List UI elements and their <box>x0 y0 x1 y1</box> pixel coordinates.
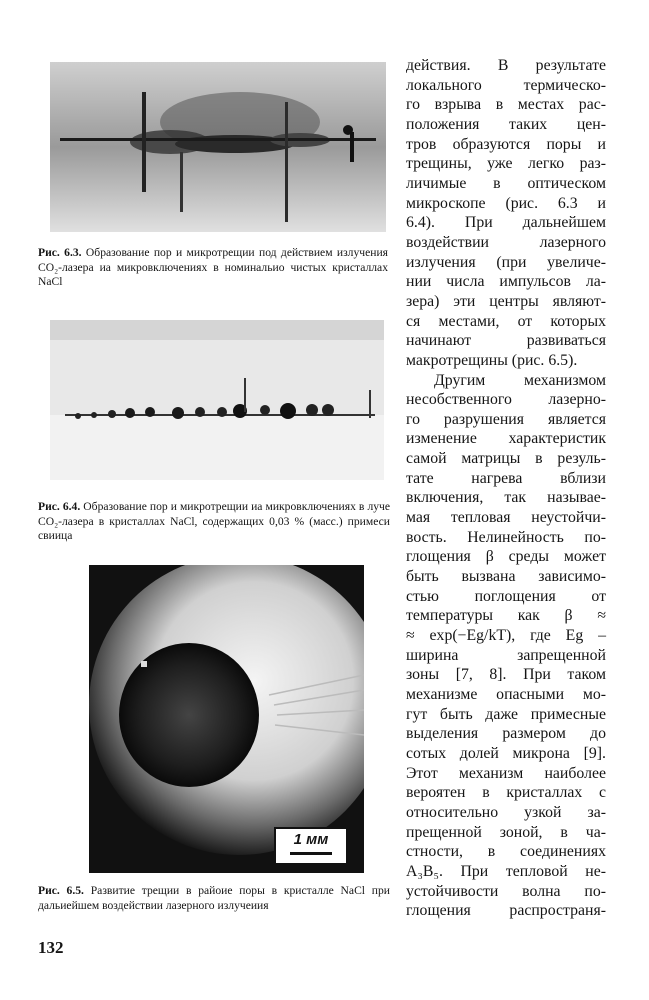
text-line: ся местами, от которых <box>406 312 606 330</box>
text-line: нии числа импульсов ла- <box>406 273 606 291</box>
text-line: микроскопе (рис. 6.3 и <box>406 194 606 212</box>
text-line: вость. Нелинейность по- <box>406 528 606 546</box>
text-line: включения, так называе- <box>406 489 606 507</box>
figure-6-5-caption-label: Рис. 6.5. <box>38 884 84 897</box>
figure-6-5-photo <box>89 565 364 873</box>
text-line: несобственного лазерно- <box>406 391 606 409</box>
text-line: гут быть даже примесные <box>406 705 606 723</box>
page-number: 132 <box>38 938 64 957</box>
text-line: действия. В результате <box>406 57 606 74</box>
text-line: макротрещины (рис. 6.5). <box>406 351 578 369</box>
text-line: го разрушения является <box>406 410 606 428</box>
scale-bar <box>274 827 348 865</box>
figure-6-4-caption-label: Рис. 6.4. <box>38 500 81 513</box>
text-line: изменение характеристик <box>406 430 606 448</box>
text-line: начинают развиваться <box>406 332 606 350</box>
text-line: сотых долей микрона [9]. <box>406 744 606 762</box>
text-line: глощения β среды может <box>406 548 606 566</box>
text-line: стности, в соединениях <box>406 843 606 861</box>
figure-6-4-caption-text: Образование пор и микротрещии иа микровключениях в луче CO₂-лазера в кристаллах NaCl, содержащих 0,03 % (масс.) примеси свиица <box>38 500 390 543</box>
text-line: выделения размером до <box>406 725 606 743</box>
figure-6-3-photo <box>50 62 386 232</box>
text-line: глощения распространя- <box>406 902 606 920</box>
text-line: стью поглощения от <box>406 587 606 605</box>
text-line: A₃B₅. При тепловой не- <box>406 862 606 880</box>
figure-6-3-caption-text: Образование пор и микротрещии под действием излучения CO₂-лазера иа микровключениях в номинальио чистых кристаллах NaCl <box>38 246 388 289</box>
text-line: механизме опасными мо- <box>406 686 606 703</box>
text-line: тате нагрева вблизи <box>406 469 606 487</box>
text-line: температуры как β ≈ <box>406 607 606 625</box>
text-line: воздействии лазерного <box>406 233 606 251</box>
text-line: относительно узкой за- <box>406 803 606 821</box>
figure-6-3-caption <box>38 246 388 290</box>
text-line: го взрыва в местах рас- <box>406 96 606 114</box>
body-text-column <box>406 56 606 921</box>
text-line: локального термическо- <box>406 76 606 94</box>
figure-6-3-caption-label: Рис. 6.3. <box>38 246 82 259</box>
text-line: трещины, уже легко раз- <box>406 155 606 173</box>
text-line: вероятен в кристаллах с <box>406 784 606 802</box>
scale-bar-line <box>290 852 332 855</box>
figure-6-4-photo <box>50 320 384 480</box>
figure-6-5-caption <box>38 884 390 913</box>
text-line: быть вызвана зависимо- <box>406 568 606 586</box>
text-line: прещенной зоной, в ча- <box>406 823 606 841</box>
text-line: излучения (при увеличе- <box>406 253 606 271</box>
text-line: ≈ exp(−Eg/kT), где Eg – <box>406 627 606 645</box>
figure-6-4-caption <box>38 500 390 544</box>
text-line: Этот механизм наиболее <box>406 764 606 782</box>
text-line: ширина запрещенной <box>406 646 606 664</box>
text-line: самой матрицы в резуль- <box>406 450 606 468</box>
text-line: личимые в оптическом <box>406 174 606 192</box>
text-line: положения таких цен- <box>406 115 606 133</box>
text-line: зоны [7, 8]. При таком <box>406 666 606 684</box>
text-line: зера) эти центры являют- <box>406 292 606 310</box>
text-line: Другим механизмом <box>434 371 606 389</box>
figure-6-5-caption-text: Развитие трещии в райоие поры в кристалле NaCl при дальиейшем воздействии лазерного излучеиия <box>38 884 390 912</box>
scale-bar-label: 1 мм <box>293 831 329 848</box>
text-line: устойчивости волна по- <box>406 882 606 900</box>
text-line: тров образуются поры и <box>406 135 606 153</box>
text-line: 6.4). При дальнейшем <box>406 214 606 232</box>
text-line: мая тепловая неустойчи- <box>406 509 606 527</box>
